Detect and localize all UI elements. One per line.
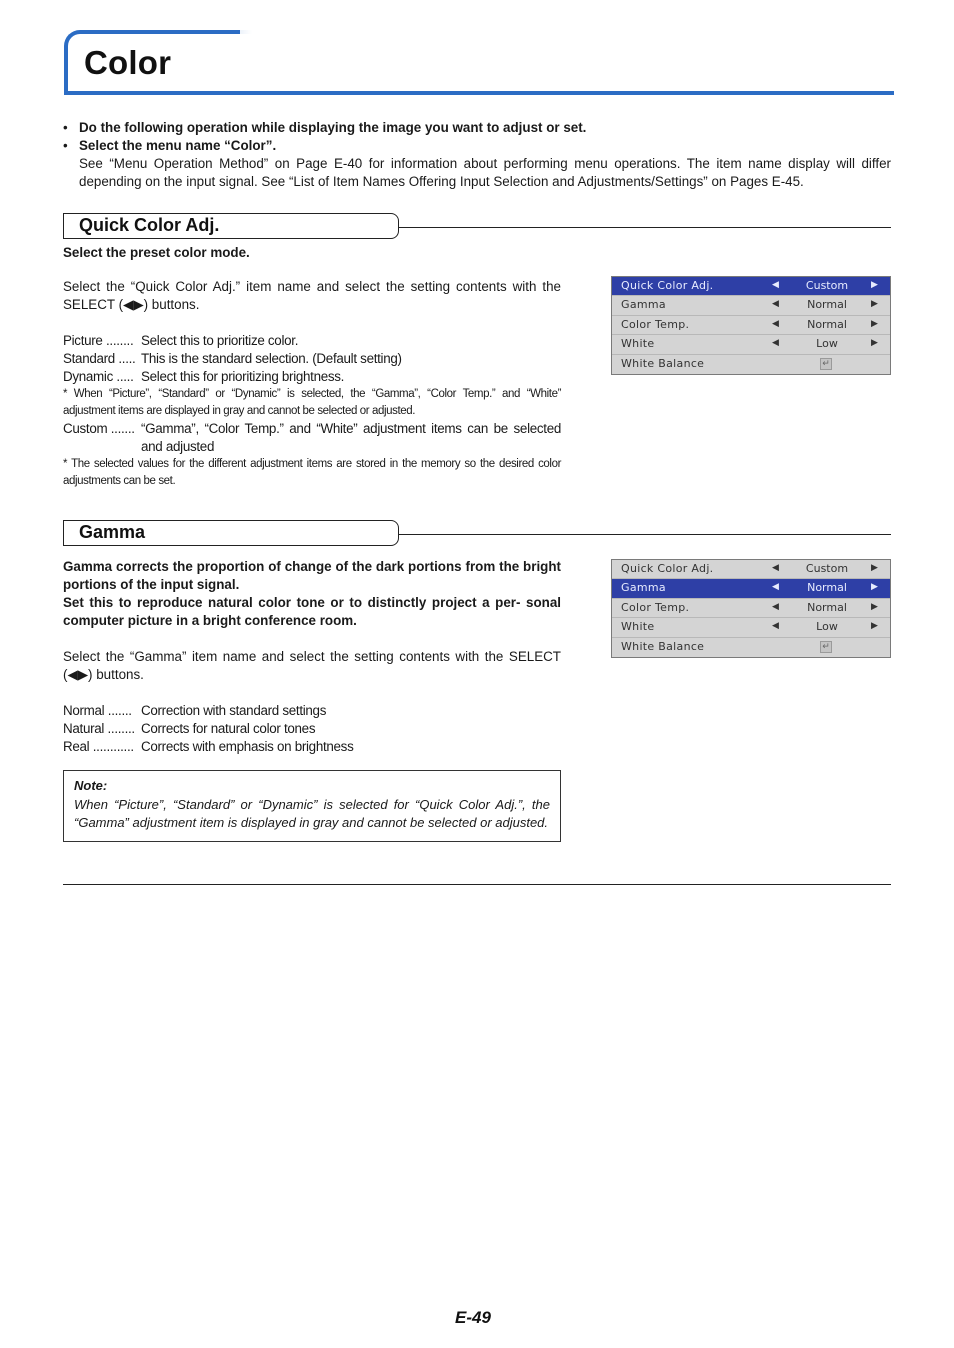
osd-row-quick-color-adj: Quick Color Adj. ◀ Custom ▶: [612, 560, 890, 579]
option-row: Custom ....... “Gamma”, “Color Temp.” and “White” adjustment items can be selected and adjusted: [63, 421, 561, 454]
section-rule: [399, 227, 891, 228]
option-row: Picture ........ Select this to prioritize color.: [63, 333, 299, 348]
note-body: When “Picture”, “Standard” or “Dynamic” is selected for “Quick Color Adj.”, the “Gamma” adjustment item is displayed in gray and cannot be selected or adjusted.: [74, 796, 550, 830]
enter-icon: ↵: [820, 641, 832, 653]
page-number: E-49: [455, 1308, 491, 1327]
intro-block: [63, 119, 891, 191]
footnote: * When “Picture”, “Standard” or “Dynamic” is selected, the “Gamma”, “Color Temp.” and “White” adjustment items are displayed in gray and cannot be selected or adjusted.: [63, 388, 561, 417]
bottom-rule: [63, 884, 891, 885]
title-frame-gradient: [112, 30, 252, 34]
intro-bullet-2: • Select the menu name “Color”.: [63, 138, 277, 153]
arrow-right-icon: ▶: [871, 582, 878, 593]
arrow-right-icon: ▶: [871, 621, 878, 632]
option-row: Standard ..... This is the standard selection. (Default setting): [63, 351, 402, 366]
arrow-left-icon: ◀: [772, 621, 779, 632]
bullet-dot: •: [63, 138, 68, 153]
arrow-right-icon: ▶: [871, 563, 878, 573]
section-heading-gamma: Gamma: [63, 520, 399, 546]
osd-menu-gamma: [611, 559, 891, 658]
osd-row-color-temp: Color Temp. ◀ Normal ▶: [612, 316, 890, 335]
arrow-left-icon: ◀: [772, 338, 779, 349]
arrow-right-icon: ▶: [871, 280, 878, 290]
arrow-right-icon: ▶: [871, 299, 878, 310]
gamma-lead: Gamma corrects the proportion of change of the dark portions from the bright portions of the input signal. Set this to reproduce natural color tone or to distinctly project a per- sonal computer picture in a bright conference room.: [63, 559, 561, 628]
arrow-right-icon: ▶: [871, 338, 878, 349]
arrow-left-icon: ◀: [772, 280, 779, 290]
option-row: Normal ....... Correction with standard settings: [63, 703, 327, 718]
arrow-right-icon: ▶: [871, 601, 878, 612]
note-title: Note:: [74, 778, 108, 793]
footnote: * The selected values for the different adjustment items are stored in the memory so the desired color adjustments can be set.: [63, 458, 561, 487]
option-row: Natural ........ Corrects for natural color tones: [63, 721, 316, 736]
arrow-left-icon: ◀: [772, 563, 779, 573]
osd-row-gamma: Gamma ◀ Normal ▶: [612, 296, 890, 315]
arrow-left-icon: ◀: [772, 601, 779, 612]
title-frame: [64, 30, 894, 95]
option-row: Dynamic ..... Select this for prioritizing brightness.: [63, 369, 345, 384]
osd-menu-quick-color: [611, 276, 891, 375]
osd-row-quick-color-adj: Quick Color Adj. ◀ Custom ▶: [612, 277, 890, 296]
intro-paragraph: See “Menu Operation Method” on Page E-40 for information about performing menu operations. The item name display will differ depending on the input signal. See “List of Item Names Offering Input Selection and Adjustments/Settings” on Pages E-45.: [79, 156, 891, 189]
quick-options: [63, 332, 561, 490]
quick-lead: Select the preset color mode.: [63, 245, 250, 260]
bullet-dot: •: [63, 120, 68, 135]
enter-icon: ↵: [820, 358, 832, 370]
quick-instruction: Select the “Quick Color Adj.” item name and select the setting contents with the SELECT (◀▶) buttons.: [63, 279, 561, 312]
note-box: [63, 770, 561, 842]
title-frame-fade: [240, 28, 900, 36]
osd-row-gamma: Gamma ◀ Normal ▶: [612, 579, 890, 598]
osd-row-white: White ◀ Low ▶: [612, 618, 890, 637]
arrow-right-icon: ▶: [871, 318, 878, 329]
arrow-left-icon: ◀: [772, 318, 779, 329]
page-title: Color: [84, 44, 172, 81]
section-heading-quick-color: Quick Color Adj.: [63, 213, 399, 239]
osd-row-white: White ◀ Low ▶: [612, 335, 890, 354]
gamma-options: [63, 702, 561, 756]
osd-row-color-temp: Color Temp. ◀ Normal ▶: [612, 599, 890, 618]
section-rule: [399, 534, 891, 535]
osd-row-white-balance: White Balance ↵: [612, 355, 890, 374]
arrow-left-icon: ◀: [772, 299, 779, 310]
osd-row-white-balance: White Balance ↵: [612, 638, 890, 657]
option-row: Real ............ Corrects with emphasis on brightness: [63, 739, 354, 754]
gamma-instruction: Select the “Gamma” item name and select the setting contents with the SELECT (◀▶) buttons.: [63, 649, 561, 682]
arrow-left-icon: ◀: [772, 582, 779, 593]
intro-bullet-1: • Do the following operation while displaying the image you want to adjust or set.: [63, 120, 587, 135]
